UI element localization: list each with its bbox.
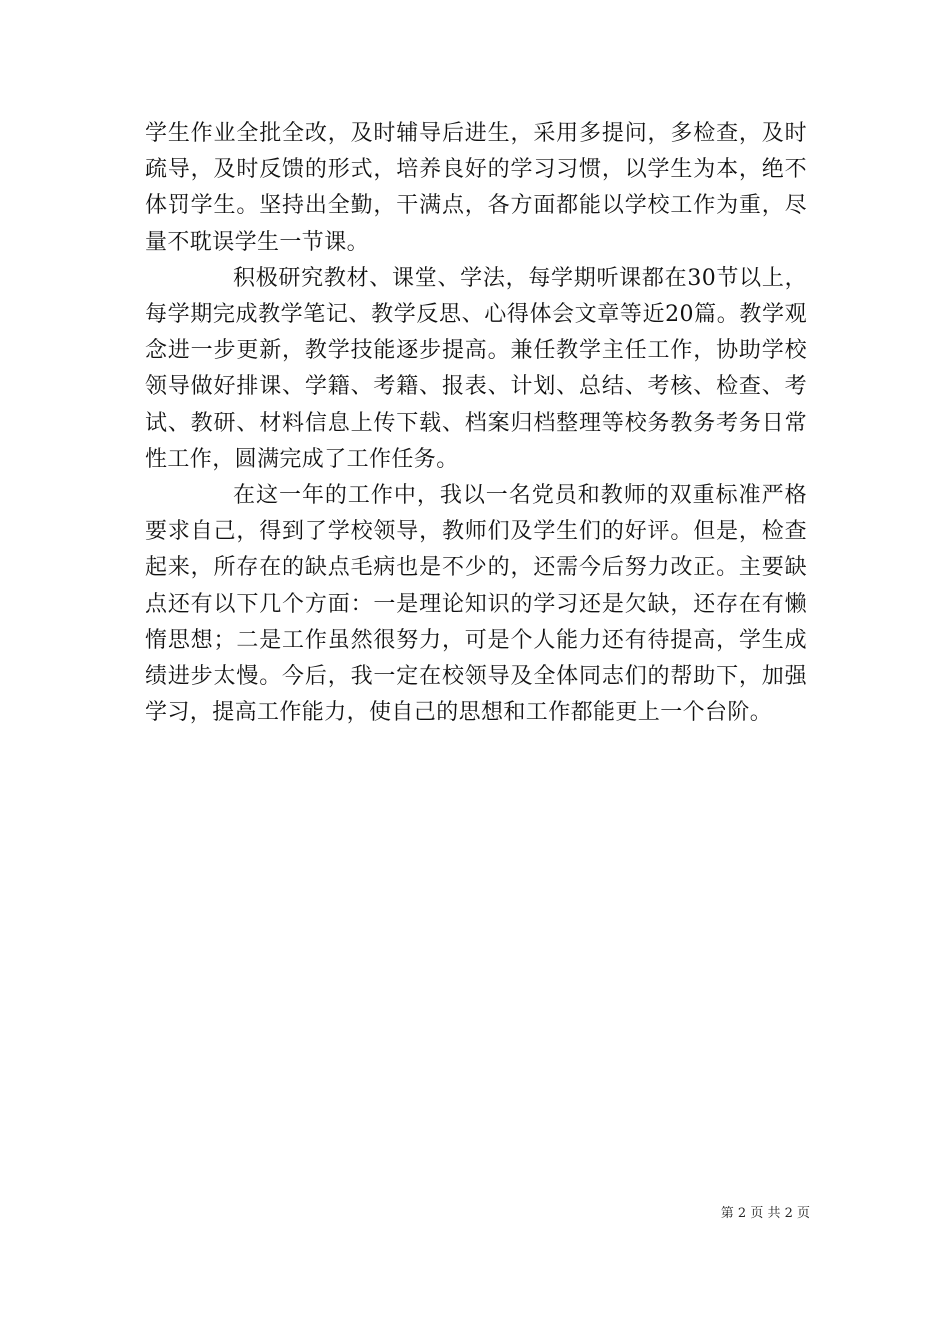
paragraph-2: 积极研究教材、课堂、学法，每学期听课都在30节以上，每学期完成教学笔记、教学反思、心得体会文章等近20篇。教学观念进一步更新，教学技能逐步提高。兼任教学主任工作，协助学校领导做好排课、学籍、考籍、报表、计划、总结、考核、检查、考试、教研、材料信息上传下载、档案归档整理等校务教务考务日常性工作，圆满完成了工作任务。 <box>145 265 807 472</box>
document-body <box>145 116 807 731</box>
paragraph-3: 在这一年的工作中，我以一名党员和教师的双重标准严格要求自己，得到了学校领导，教师们及学生们的好评。但是，检查起来，所存在的缺点毛病也是不少的，还需今后努力改正。主要缺点还有以下几个方面：一是理论知识的学习还是欠缺，还存在有懒惰思想；二是工作虽然很努力，可是个人能力还有待提高，学生成绩进步太慢。今后，我一定在校领导及全体同志们的帮助下，加强学习，提高工作能力，使自己的思想和工作都能更上一个台阶。 <box>145 483 807 726</box>
page-number-footer: 第 2 页 共 2 页 <box>720 1206 810 1221</box>
paragraph-1: 学生作业全批全改，及时辅导后进生，采用多提问，多检查，及时疏导，及时反馈的形式，培养良好的学习习惯，以学生为本，绝不体罚学生。坚持出全勤，干满点，各方面都能以学校工作为重，尽量不耽误学生一节课。 <box>145 121 807 255</box>
